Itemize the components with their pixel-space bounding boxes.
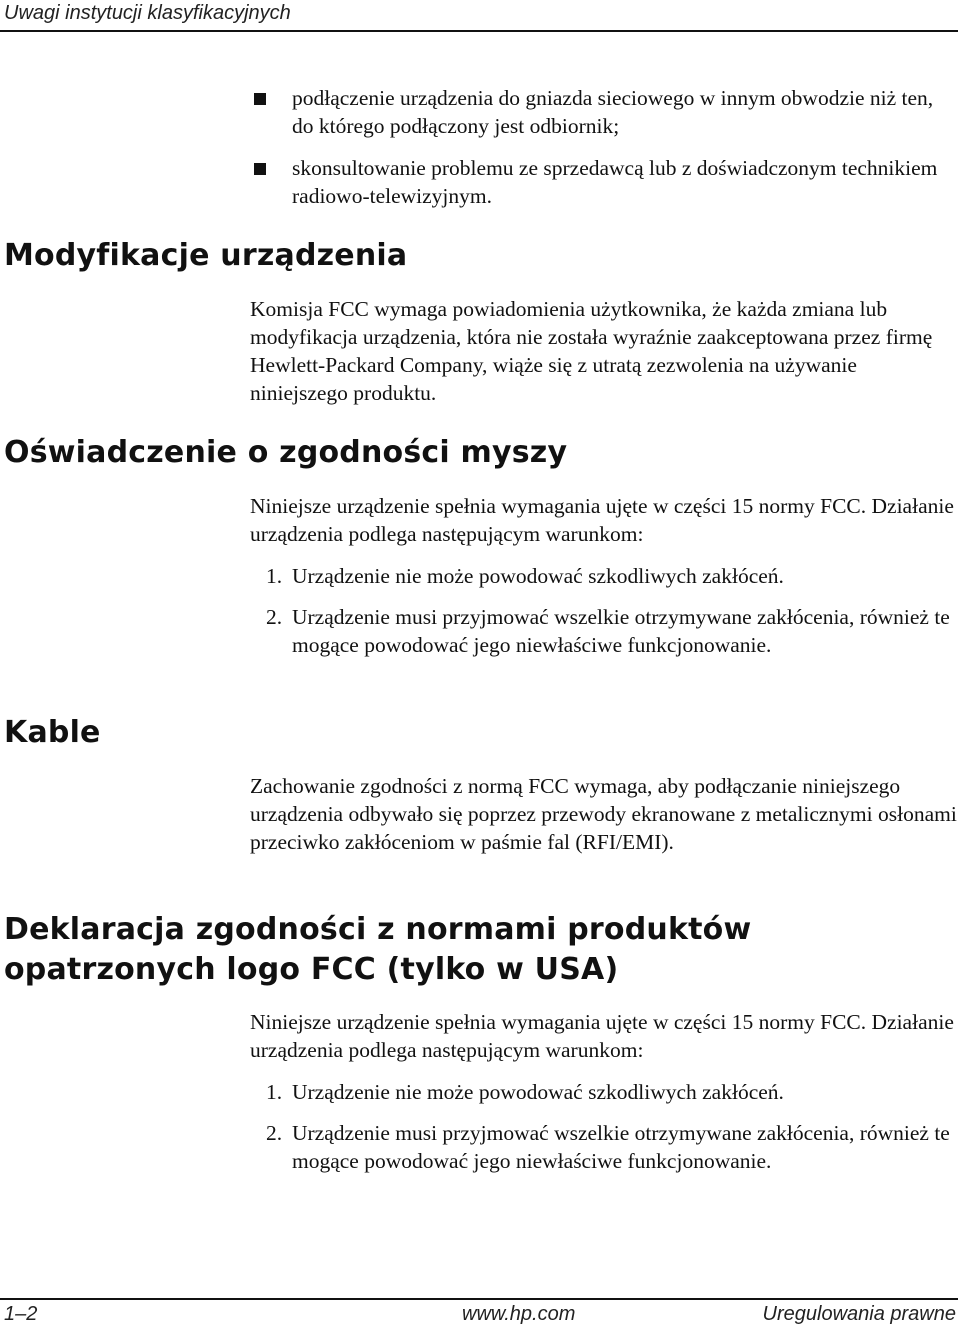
item-number: 1. (266, 564, 283, 588)
item-text: Urządzenie nie może powodować szkodliwych zakłóceń. (292, 1080, 784, 1104)
heading-line: opatrzonych logo FCC (tylko w USA) (4, 952, 619, 987)
section-paragraph: Niniejsze urządzenie spełnia wymagania ujęte w części 15 normy FCC. Działanie urządzenia podlega następującym warunkom: (250, 1010, 954, 1062)
item-number: 2. (266, 1121, 283, 1145)
list-item (250, 84, 958, 140)
section-heading-kable: Kable (4, 715, 101, 750)
numbered-item (250, 1078, 958, 1106)
section-heading-deklaracja (4, 910, 751, 990)
page-number: 1–2 (4, 1303, 38, 1325)
section-paragraph: Niniejsze urządzenie spełnia wymagania ujęte w części 15 normy FCC. Działanie urządzenia podlega następującym warunkom: (250, 494, 954, 546)
footer-rule (0, 1298, 958, 1300)
item-text: Urządzenie nie może powodować szkodliwych zakłóceń. (292, 564, 784, 588)
header-rule (0, 30, 958, 32)
item-text: Urządzenie musi przyjmować wszelkie otrzymywane zakłócenia, również te mogące powodować jego niewłaściwe funkcjonowanie. (292, 605, 950, 657)
square-bullet-icon (254, 93, 266, 105)
footer-document-title: Uregulowania prawne (762, 1303, 956, 1325)
item-text: Urządzenie musi przyjmować wszelkie otrzymywane zakłócenia, również te mogące powodować jego niewłaściwe funkcjonowanie. (292, 1121, 950, 1173)
item-number: 1. (266, 1080, 283, 1104)
numbered-item (250, 1119, 958, 1175)
heading-line: Deklaracja zgodności z normami produktów (4, 912, 752, 947)
section-paragraph: Komisja FCC wymaga powiadomienia użytkownika, że każda zmiana lub modyfikacja urządzenia, która nie została wyraźnie zaakceptowana przez firmę Hewlett-Packard Company, wiąże się z utratą zezwolenia na używanie niniejszego produktu. (250, 297, 933, 405)
footer-url: www.hp.com (462, 1303, 576, 1325)
list-item-text: skonsultowanie problemu ze sprzedawcą lub z doświadczonym technikiem radiowo-telewizyjnym. (292, 156, 938, 208)
section-paragraph: Zachowanie zgodności z normą FCC wymaga, aby podłączanie niniejszego urządzenia odbywało się poprzez przewody ekranowane z metalicznymi osłonami przeciwko zakłóceniom w paśmie fal (RFI/EMI). (250, 774, 957, 854)
running-header: Uwagi instytucji klasyfikacyjnych (4, 2, 291, 24)
section-heading-myszy: Oświadczenie o zgodności myszy (4, 435, 568, 470)
numbered-item (250, 603, 958, 659)
square-bullet-icon (254, 163, 266, 175)
section-heading-modyfikacje: Modyfikacje urządzenia (4, 238, 408, 273)
list-item (250, 154, 958, 210)
item-number: 2. (266, 605, 283, 629)
numbered-item (250, 562, 958, 590)
list-item-text: podłączenie urządzenia do gniazda sieciowego w innym obwodzie niż ten, do którego podłączony jest odbiornik; (292, 86, 934, 138)
